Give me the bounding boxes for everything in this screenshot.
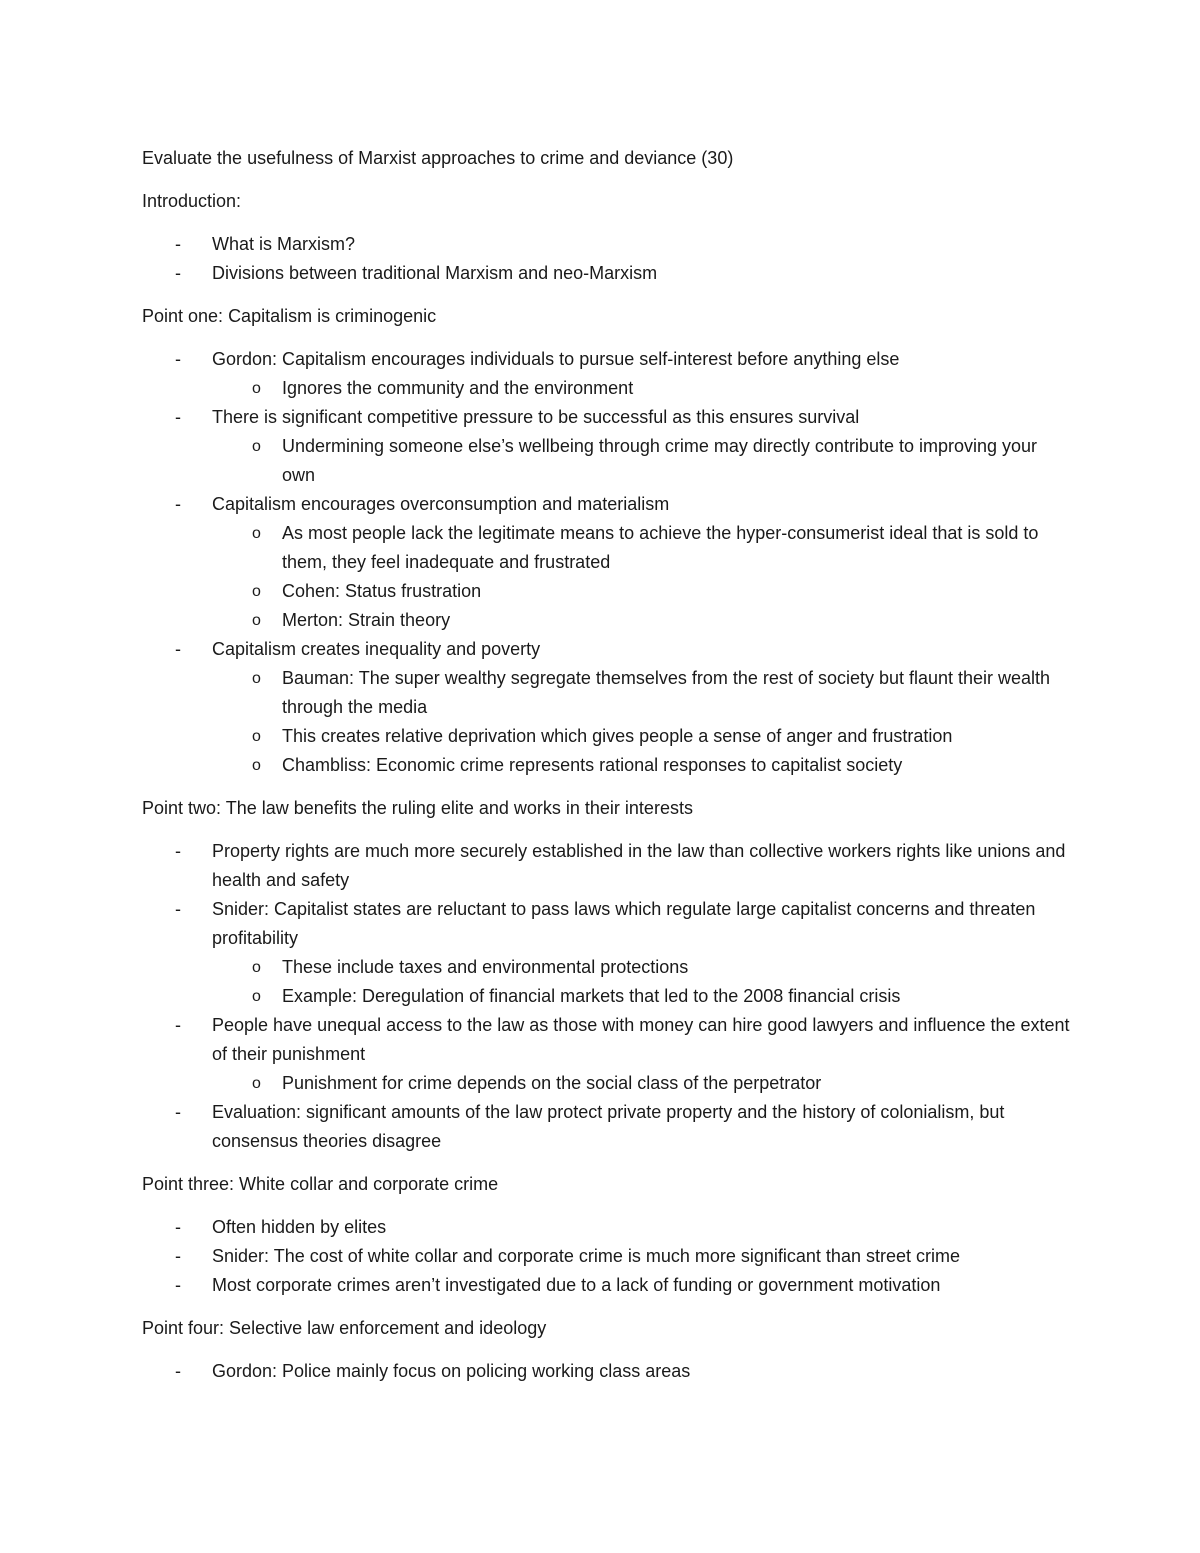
document-page [142, 144, 1072, 1400]
circle-bullet: o [252, 728, 261, 745]
circle-bullet: o [252, 988, 261, 1005]
dash-bullet: - [175, 899, 181, 919]
sub-list-item-text: This creates relative deprivation which gives people a sense of anger and frustration [282, 726, 953, 746]
list-item [142, 1098, 1072, 1156]
sub-list-item-text: Cohen: Status frustration [282, 581, 482, 601]
sub-list-item [212, 606, 1072, 635]
point-four-heading: Point four: Selective law enforcement and ideology [142, 1318, 547, 1338]
list-item [142, 1213, 1072, 1242]
dash-bullet: - [175, 841, 181, 861]
sub-list-item-text: Bauman: The super wealthy segregate themselves from the rest of society but flaunt their wealth through the media [282, 668, 1051, 717]
introduction-list [142, 230, 1072, 288]
dash-bullet: - [175, 1275, 181, 1295]
sub-list-item [212, 751, 1072, 780]
list-item-text: There is significant competitive pressure to be successful as this ensures survival [212, 407, 860, 427]
dash-bullet: - [175, 1246, 181, 1266]
point-two-list [142, 837, 1072, 1156]
circle-bullet: o [252, 583, 261, 600]
circle-bullet: o [252, 959, 261, 976]
circle-bullet: o [252, 1075, 261, 1092]
list-item [142, 403, 1072, 490]
dash-bullet: - [175, 1015, 181, 1035]
sub-list-item-text: As most people lack the legitimate means to achieve the hyper-consumerist ideal that is sold to them, they feel inadequate and frustrated [282, 523, 1039, 572]
list-item-text: Snider: The cost of white collar and corporate crime is much more significant than street crime [212, 1246, 960, 1266]
list-item [142, 259, 1072, 288]
sub-list-item-text: Chambliss: Economic crime represents rational responses to capitalist society [282, 755, 903, 775]
dash-bullet: - [175, 1217, 181, 1237]
dash-bullet: - [175, 1102, 181, 1122]
dash-bullet: - [175, 639, 181, 659]
sub-list [212, 374, 1072, 403]
list-item [142, 1271, 1072, 1300]
sub-list-item-text: Ignores the community and the environment [282, 378, 634, 398]
point-three-list [142, 1213, 1072, 1300]
sub-list-item-text: These include taxes and environmental protections [282, 957, 689, 977]
list-item [142, 1242, 1072, 1271]
sub-list-item-text: Punishment for crime depends on the social class of the perpetrator [282, 1073, 822, 1093]
circle-bullet: o [252, 670, 261, 687]
list-item [142, 345, 1072, 403]
dash-bullet: - [175, 349, 181, 369]
point-two-heading: Point two: The law benefits the ruling elite and works in their interests [142, 798, 693, 818]
list-item-text: Snider: Capitalist states are reluctant to pass laws which regulate large capitalist concerns and threaten profitability [212, 899, 1036, 948]
sub-list [212, 519, 1072, 635]
dash-bullet: - [175, 234, 181, 254]
sub-list-item [212, 982, 1072, 1011]
document-title: Evaluate the usefulness of Marxist approaches to crime and deviance (30) [142, 148, 734, 168]
point-four-list [142, 1357, 1072, 1386]
list-item-text: Gordon: Police mainly focus on policing working class areas [212, 1361, 691, 1381]
sub-list [212, 953, 1072, 1011]
list-item-text: Capitalism creates inequality and poverty [212, 639, 541, 659]
point-three-heading: Point three: White collar and corporate crime [142, 1174, 499, 1194]
sub-list-item [212, 1069, 1072, 1098]
sub-list-item-text: Merton: Strain theory [282, 610, 451, 630]
sub-list-item-text: Undermining someone else’s wellbeing through crime may directly contribute to improving your own [282, 436, 1038, 485]
sub-list [212, 664, 1072, 780]
sub-list [212, 1069, 1072, 1098]
list-item [142, 1011, 1072, 1098]
circle-bullet: o [252, 612, 261, 629]
list-item-text: What is Marxism? [212, 234, 356, 254]
sub-list [212, 432, 1072, 490]
dash-bullet: - [175, 494, 181, 514]
sub-list-item [212, 432, 1072, 490]
circle-bullet: o [252, 757, 261, 774]
sub-list-item [212, 722, 1072, 751]
circle-bullet: o [252, 438, 261, 455]
dash-bullet: - [175, 1361, 181, 1381]
list-item-text: Evaluation: significant amounts of the law protect private property and the history of colonialism, but consensus theories disagree [212, 1102, 1005, 1151]
list-item-text: Property rights are much more securely established in the law than collective workers rights like unions and health and safety [212, 841, 1066, 890]
point-one-heading: Point one: Capitalism is criminogenic [142, 306, 437, 326]
dash-bullet: - [175, 407, 181, 427]
sub-list-item-text: Example: Deregulation of financial markets that led to the 2008 financial crisis [282, 986, 901, 1006]
introduction-heading: Introduction: [142, 191, 242, 211]
sub-list-item [212, 519, 1072, 577]
list-item [142, 895, 1072, 1011]
list-item-text: Often hidden by elites [212, 1217, 387, 1237]
list-item-text: Capitalism encourages overconsumption and materialism [212, 494, 670, 514]
sub-list-item [212, 577, 1072, 606]
list-item [142, 1357, 1072, 1386]
list-item-text: Most corporate crimes aren’t investigated due to a lack of funding or government motivation [212, 1275, 941, 1295]
circle-bullet: o [252, 380, 261, 397]
list-item [142, 837, 1072, 895]
list-item [142, 635, 1072, 780]
sub-list-item [212, 664, 1072, 722]
dash-bullet: - [175, 263, 181, 283]
point-one-list [142, 345, 1072, 780]
list-item-text: Gordon: Capitalism encourages individuals to pursue self-interest before anything else [212, 349, 900, 369]
sub-list-item [212, 374, 1072, 403]
list-item [142, 490, 1072, 635]
sub-list-item [212, 953, 1072, 982]
list-item [142, 230, 1072, 259]
list-item-text: People have unequal access to the law as those with money can hire good lawyers and influence the extent of their punishment [212, 1015, 1070, 1064]
circle-bullet: o [252, 525, 261, 542]
list-item-text: Divisions between traditional Marxism and neo-Marxism [212, 263, 658, 283]
